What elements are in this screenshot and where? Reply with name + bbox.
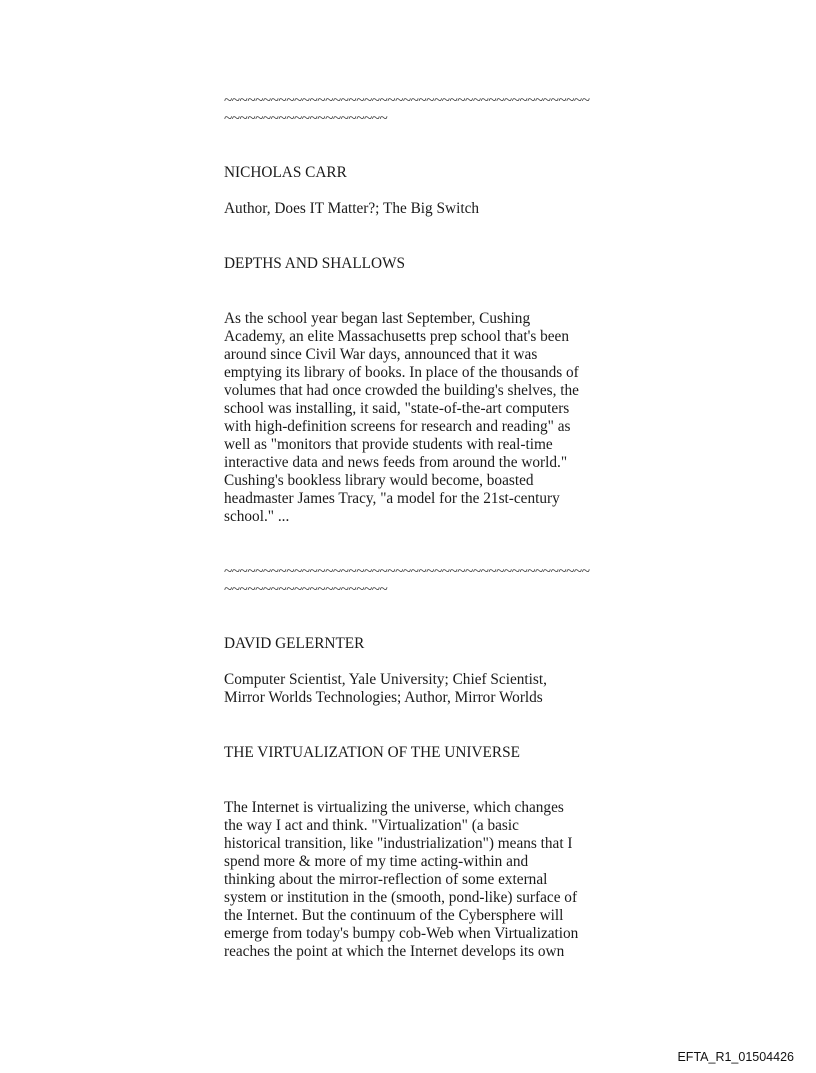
- body-line: system or institution in the (smooth, pond-like) surface of: [224, 889, 578, 906]
- separator-line: ~~~~~~~~~~~~~~~~~~~~~~~~~~~~~~~~~~~~~~~~~~~~~~~: [224, 92, 590, 109]
- essay-title: THE VIRTUALIZATION OF THE UNIVERSE: [224, 744, 520, 761]
- affiliation-line: Author, Does IT Matter?; The Big Switch: [224, 200, 480, 217]
- body-line: the Internet. But the continuum of the Cybersphere will: [224, 907, 564, 924]
- body-line: historical transition, like "industrialization") means that I: [224, 835, 573, 852]
- separator-line: ~~~~~~~~~~~~~~~~~~~~~~~~~~~~~~~~~~~~~~~~~~~~~~~: [224, 563, 590, 580]
- body-line: school was installing, it said, "state-of-the-art computers: [224, 400, 570, 417]
- affiliation-line: Computer Scientist, Yale University; Chief Scientist,: [224, 671, 547, 688]
- author-name: NICHOLAS CARR: [224, 164, 347, 181]
- separator-line: ~~~~~~~~~~~~~~~~~~~~~: [224, 110, 388, 127]
- document-id-footer: EFTA_R1_01504426: [677, 1050, 794, 1064]
- body-line: with high-definition screens for research and reading" as: [224, 418, 571, 435]
- body-line: reaches the point at which the Internet develops its own: [224, 943, 565, 960]
- body-line: Cushing's bookless library would become, boasted: [224, 472, 534, 489]
- body-line: interactive data and news feeds from around the world.": [224, 454, 568, 471]
- body-line: volumes that had once crowded the building's shelves, the: [224, 382, 579, 399]
- body-line: As the school year began last September, Cushing: [224, 310, 531, 327]
- body-line: the way I act and think. "Virtualization" (a basic: [224, 817, 519, 834]
- affiliation-line: Mirror Worlds Technologies; Author, Mirror Worlds: [224, 689, 543, 706]
- author-name: DAVID GELERNTER: [224, 635, 365, 652]
- essay-title: DEPTHS AND SHALLOWS: [224, 255, 406, 272]
- body-line: thinking about the mirror-reflection of some external: [224, 871, 548, 888]
- body-line: school." ...: [224, 508, 290, 525]
- body-line: Academy, an elite Massachusetts prep school that's been: [224, 328, 569, 345]
- body-line: emptying its library of books. In place of the thousands of: [224, 364, 579, 381]
- author-affiliation: [224, 671, 604, 707]
- body-line: spend more & more of my time acting-within and: [224, 853, 529, 870]
- body-line: around since Civil War days, announced that it was: [224, 346, 538, 363]
- body-line: The Internet is virtualizing the universe, which changes: [224, 799, 564, 816]
- body-line: well as "monitors that provide students with real-time: [224, 436, 553, 453]
- separator: [224, 92, 604, 128]
- body-line: headmaster James Tracy, "a model for the 21st-century: [224, 490, 560, 507]
- separator-line: ~~~~~~~~~~~~~~~~~~~~~: [224, 581, 388, 598]
- page-column: [224, 92, 604, 961]
- author-affiliation: [224, 200, 604, 218]
- separator: [224, 563, 604, 599]
- body-line: emerge from today's bumpy cob-Web when Virtualization: [224, 925, 579, 942]
- essay-body: [224, 310, 604, 526]
- essay-body: [224, 799, 604, 961]
